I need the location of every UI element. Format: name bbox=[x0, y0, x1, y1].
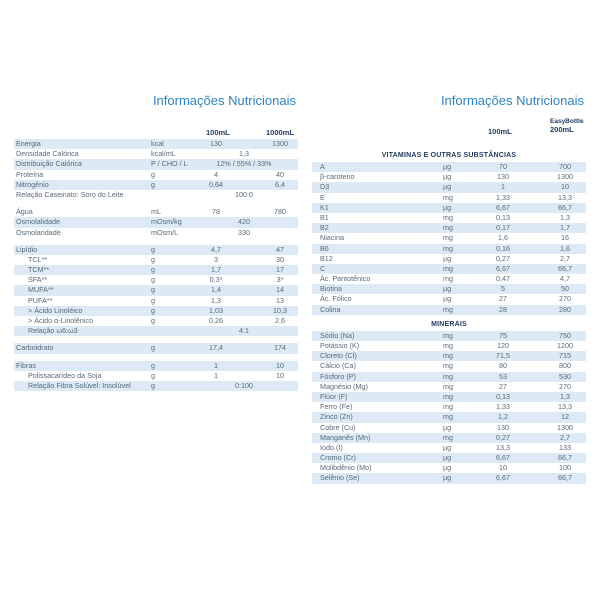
right-title: Informações Nutricionais bbox=[440, 93, 584, 108]
row-value-200ml: 280 bbox=[559, 304, 571, 314]
row-value-200ml: 2,7 bbox=[560, 253, 570, 263]
row-label: PUFA** bbox=[28, 295, 53, 305]
left-title: Informações Nutricionais bbox=[152, 93, 296, 108]
row-label: C bbox=[320, 263, 326, 273]
row-value-100ml: 130 bbox=[497, 172, 509, 182]
row-unit: g bbox=[151, 244, 155, 254]
row-value-200ml: 700 bbox=[559, 162, 571, 171]
row-label: Polissacarídeo da Soja bbox=[28, 370, 102, 380]
table-row bbox=[14, 139, 298, 149]
row-label: Relação ω6:ω3 bbox=[28, 326, 78, 336]
row-value: 4:1 bbox=[239, 326, 249, 336]
minerals-section-title: MINERAIS bbox=[431, 320, 467, 328]
row-unit: mg bbox=[443, 304, 453, 314]
row-label: > Ácido α-Linolênico bbox=[28, 316, 94, 325]
row-label: Densidade Calórica bbox=[16, 149, 79, 159]
row-value-100ml: 70 bbox=[499, 162, 507, 171]
table-row bbox=[312, 412, 586, 422]
row-value-100ml: 120 bbox=[497, 341, 509, 350]
row-value-1000ml: 2,6 bbox=[275, 316, 285, 325]
row-unit: kcal bbox=[151, 139, 164, 148]
row-value-200ml: 1300 bbox=[557, 172, 573, 182]
table-row bbox=[312, 264, 586, 274]
row-label: Cromo (Cr) bbox=[320, 453, 356, 463]
row-unit: g bbox=[151, 295, 155, 305]
table-row bbox=[14, 285, 298, 295]
row-value-200ml: 50 bbox=[561, 284, 569, 294]
table-row bbox=[14, 381, 298, 391]
row-label: Carboidrato bbox=[16, 343, 54, 353]
row-label: TCL** bbox=[28, 254, 48, 264]
row-unit: µg bbox=[443, 463, 452, 473]
row-value-1000ml: 13 bbox=[276, 295, 284, 305]
row-unit: mg bbox=[443, 192, 453, 202]
row-label: Relação Fibra Solúvel: Insolúvel bbox=[28, 380, 131, 390]
row-unit: µg bbox=[443, 294, 452, 304]
row-label: Iodo (I) bbox=[320, 442, 343, 452]
row-unit: mg bbox=[443, 361, 453, 371]
vitamins-section-title: VITAMINAS E OUTRAS SUBSTÂNCIAS bbox=[381, 152, 517, 159]
row-label: Ác. Pantotênico bbox=[320, 274, 371, 284]
row-label: Proteína bbox=[16, 169, 44, 179]
row-label: Flúor (F) bbox=[320, 391, 348, 401]
row-value-200ml: 4,7 bbox=[560, 274, 570, 284]
table-row bbox=[312, 294, 586, 304]
row-value-100ml: 1,2 bbox=[498, 412, 508, 422]
row-value: 330 bbox=[238, 227, 250, 237]
row-label: β-caroteno bbox=[320, 172, 355, 182]
row-value-200ml: 1300 bbox=[557, 422, 573, 432]
row-value-100ml: 80 bbox=[499, 361, 507, 371]
row-value-100ml: 0,26 bbox=[209, 316, 223, 325]
row-value-200ml: 1,3 bbox=[560, 212, 570, 222]
row-value-100ml: 0,47 bbox=[496, 274, 510, 284]
row-label: Zinco (Zn) bbox=[320, 412, 353, 422]
table-row bbox=[312, 443, 586, 453]
row-value-1000ml: 40 bbox=[276, 169, 284, 179]
row-unit: g bbox=[151, 285, 155, 295]
row-unit: mg bbox=[443, 263, 453, 273]
table-row bbox=[14, 316, 298, 326]
table-row bbox=[14, 306, 298, 316]
table-row bbox=[14, 217, 298, 227]
table-row bbox=[312, 284, 586, 294]
row-value-100ml: 5 bbox=[501, 284, 505, 294]
row-value-1000ml: 6,4 bbox=[275, 179, 285, 189]
row-label: D3 bbox=[320, 182, 330, 192]
left-table-body bbox=[14, 139, 298, 391]
row-unit: µg bbox=[443, 422, 452, 432]
row-value-100ml: 0,17 bbox=[496, 223, 510, 233]
table-row bbox=[14, 207, 298, 217]
row-unit: mg bbox=[443, 212, 453, 222]
row-value-200ml: 1,7 bbox=[560, 223, 570, 233]
table-row bbox=[14, 275, 298, 285]
row-value-100ml: 1,03 bbox=[209, 305, 223, 315]
row-unit: g bbox=[151, 265, 155, 275]
row-label: Fósforo (P) bbox=[320, 371, 356, 381]
row-value-200ml: 13,3 bbox=[558, 192, 572, 202]
row-unit: µg bbox=[443, 442, 452, 452]
row-unit: µg bbox=[443, 284, 452, 294]
row-label: Osmolaridade bbox=[16, 227, 61, 237]
table-row bbox=[312, 193, 586, 203]
row-unit: mg bbox=[443, 330, 453, 340]
row-value-200ml: 1,3 bbox=[560, 391, 570, 401]
row-value-100ml: 0,3* bbox=[209, 275, 223, 285]
row-unit: g bbox=[151, 360, 155, 370]
row-value-100ml: 75 bbox=[499, 330, 507, 340]
row-value: 100:0 bbox=[235, 189, 253, 199]
row-value-100ml: 0,64 bbox=[209, 179, 223, 189]
row-value: 1,3 bbox=[239, 149, 249, 159]
table-row bbox=[14, 180, 298, 190]
table-row bbox=[312, 341, 586, 351]
row-value-100ml: 130 bbox=[210, 139, 222, 148]
row-unit: mL bbox=[151, 207, 161, 217]
row-value-100ml: 1,33 bbox=[496, 402, 510, 412]
table-row bbox=[312, 244, 586, 254]
table-row bbox=[14, 371, 298, 381]
row-label: MUFA** bbox=[28, 285, 54, 295]
table-row bbox=[312, 382, 586, 392]
row-unit: mg bbox=[443, 371, 453, 381]
row-value-100ml: 0,13 bbox=[496, 212, 510, 222]
table-row bbox=[312, 331, 586, 341]
row-label: Ferro (Fe) bbox=[320, 402, 353, 412]
table-row bbox=[312, 453, 586, 463]
table-row bbox=[14, 190, 298, 200]
row-value-100ml: 0,13 bbox=[496, 391, 510, 401]
row-value-1000ml: 17 bbox=[276, 265, 284, 275]
table-row bbox=[14, 245, 298, 255]
row-value-100ml: 1,4 bbox=[211, 285, 221, 295]
row-label: E bbox=[320, 192, 325, 202]
table-row bbox=[14, 159, 298, 169]
right-header-100ml: 100mL bbox=[488, 127, 512, 136]
row-value-200ml: 100 bbox=[559, 463, 571, 473]
row-unit: g bbox=[151, 179, 155, 189]
table-row bbox=[312, 233, 586, 243]
table-row bbox=[312, 423, 586, 433]
row-unit: g bbox=[151, 305, 155, 315]
row-value-100ml: 10 bbox=[499, 463, 507, 473]
table-row bbox=[312, 473, 586, 483]
table-row bbox=[312, 305, 586, 315]
table-row bbox=[14, 326, 298, 336]
table-row bbox=[14, 265, 298, 275]
row-value-200ml: 66,7 bbox=[558, 453, 572, 463]
row-label: Energia bbox=[16, 139, 41, 148]
row-label: Fibras bbox=[16, 360, 36, 370]
row-value-100ml: 0,27 bbox=[496, 432, 510, 442]
row-unit: mg bbox=[443, 391, 453, 401]
row-value-100ml: 53 bbox=[499, 371, 507, 381]
row-label: Selênio (Se) bbox=[320, 473, 360, 483]
row-value-200ml: 750 bbox=[559, 330, 571, 340]
table-row bbox=[14, 228, 298, 238]
row-label: Colina bbox=[320, 304, 341, 314]
row-label: Água bbox=[16, 207, 33, 217]
row-unit: g bbox=[151, 254, 155, 264]
row-value-200ml: 66,7 bbox=[558, 473, 572, 483]
row-label: Distribuição Calórica bbox=[16, 159, 82, 169]
row-label: Biotina bbox=[320, 284, 342, 294]
row-value-100ml: 1 bbox=[214, 370, 218, 380]
left-header-1000ml: 1000mL bbox=[266, 128, 294, 137]
row-label: Potássio (K) bbox=[320, 341, 360, 350]
row-value: 420 bbox=[238, 217, 250, 227]
row-value-1000ml: 174 bbox=[274, 343, 286, 353]
row-value-100ml: 0,27 bbox=[496, 253, 510, 263]
left-header-100ml: 100mL bbox=[206, 128, 230, 137]
row-label: B6 bbox=[320, 243, 329, 253]
row-label: Niacina bbox=[320, 233, 344, 243]
table-row bbox=[312, 223, 586, 233]
row-value-100ml: 4 bbox=[214, 169, 218, 179]
row-value-100ml: 6,67 bbox=[496, 473, 510, 483]
row-value-1000ml: 47 bbox=[276, 244, 284, 254]
table-row bbox=[312, 254, 586, 264]
row-value-100ml: 1 bbox=[214, 360, 218, 370]
row-value-200ml: 66,7 bbox=[558, 263, 572, 273]
row-unit: µg bbox=[443, 182, 452, 192]
row-unit: mOsm/kg bbox=[151, 217, 182, 227]
row-label: B1 bbox=[320, 212, 329, 222]
row-value-100ml: 130 bbox=[497, 422, 509, 432]
row-label: B2 bbox=[320, 223, 329, 233]
row-value-100ml: 0,16 bbox=[496, 243, 510, 253]
row-label: Molibdênio (Mo) bbox=[320, 463, 372, 473]
row-unit: mg bbox=[443, 233, 453, 243]
table-row bbox=[14, 361, 298, 371]
row-unit: mg bbox=[443, 402, 453, 412]
row-unit: µg bbox=[443, 253, 452, 263]
table-row bbox=[312, 361, 586, 371]
row-value-200ml: 270 bbox=[559, 294, 571, 304]
row-unit: mg bbox=[443, 223, 453, 233]
row-value-100ml: 1 bbox=[501, 182, 505, 192]
row-label: A bbox=[320, 162, 325, 171]
table-row bbox=[14, 149, 298, 159]
row-value-100ml: 28 bbox=[499, 304, 507, 314]
table-row bbox=[312, 463, 586, 473]
row-label: Ác. Fólico bbox=[320, 294, 352, 304]
row-unit: g bbox=[151, 370, 155, 380]
right-header-easybottle: EasyBottle bbox=[550, 118, 584, 125]
table-row bbox=[312, 182, 586, 192]
row-gap bbox=[14, 336, 298, 343]
row-label: Sódio (Na) bbox=[320, 330, 355, 340]
right-table-body bbox=[312, 150, 586, 484]
row-unit: g bbox=[151, 380, 155, 390]
row-value-100ml: 27 bbox=[499, 381, 507, 391]
row-value: 0:100 bbox=[235, 380, 253, 390]
row-unit: µg bbox=[443, 172, 452, 182]
row-value-100ml: 1,33 bbox=[496, 192, 510, 202]
table-row bbox=[312, 402, 586, 412]
nutrition-table-left bbox=[14, 0, 298, 600]
row-unit: g bbox=[151, 275, 155, 285]
row-unit: mg bbox=[443, 412, 453, 422]
row-unit: µg bbox=[443, 453, 452, 463]
right-header-200ml: 200mL bbox=[550, 125, 574, 134]
row-value-200ml: 715 bbox=[559, 351, 571, 361]
row-value-200ml: 1200 bbox=[557, 341, 573, 350]
row-value-100ml: 3 bbox=[214, 254, 218, 264]
row-value-200ml: 16 bbox=[561, 233, 569, 243]
table-row bbox=[312, 203, 586, 213]
row-label: SFA** bbox=[28, 275, 48, 285]
row-label: Nitrogênio bbox=[16, 179, 49, 189]
table-row bbox=[312, 162, 586, 172]
row-label: Cloreto (Cl) bbox=[320, 351, 357, 361]
row-label: Osmolalidade bbox=[16, 217, 60, 227]
row-gap bbox=[14, 354, 298, 361]
table-row bbox=[312, 392, 586, 402]
row-value-1000ml: 10 bbox=[276, 360, 284, 370]
row-value-200ml: 13,3 bbox=[558, 402, 572, 412]
row-value-100ml: 78 bbox=[212, 207, 220, 217]
row-value-100ml: 6,67 bbox=[496, 202, 510, 212]
row-value-200ml: 133 bbox=[559, 442, 571, 452]
table-row bbox=[14, 255, 298, 265]
row-value-100ml: 1,3 bbox=[211, 295, 221, 305]
row-value-1000ml: 10 bbox=[276, 370, 284, 380]
table-row bbox=[312, 172, 586, 182]
table-row bbox=[312, 213, 586, 223]
row-label: Cobre (Cu) bbox=[320, 422, 356, 432]
row-value-100ml: 4,7 bbox=[211, 244, 221, 254]
row-label: Lipídio bbox=[16, 244, 38, 254]
row-value-1000ml: 30 bbox=[276, 254, 284, 264]
row-value-1000ml: 780 bbox=[274, 207, 286, 217]
row-unit: µg bbox=[443, 162, 452, 171]
row-unit: mOsm/L bbox=[151, 227, 179, 237]
row-unit: g bbox=[151, 343, 155, 353]
table-row bbox=[14, 296, 298, 306]
row-unit: µg bbox=[443, 473, 452, 483]
row-label: K1 bbox=[320, 202, 329, 212]
row-unit: kcal/mL bbox=[151, 149, 176, 159]
row-value-100ml: 27 bbox=[499, 294, 507, 304]
row-value-200ml: 530 bbox=[559, 371, 571, 381]
row-value-200ml: 270 bbox=[559, 381, 571, 391]
row-value-200ml: 800 bbox=[559, 361, 571, 371]
row-label: TCM** bbox=[28, 265, 50, 275]
row-value-100ml: 71,5 bbox=[496, 351, 510, 361]
row-unit: mg bbox=[443, 432, 453, 442]
row-unit: µg bbox=[443, 202, 452, 212]
row-value-200ml: 2,7 bbox=[560, 432, 570, 442]
row-gap bbox=[14, 200, 298, 207]
row-value-1000ml: 3* bbox=[276, 275, 284, 285]
row-value-1000ml: 14 bbox=[276, 285, 284, 295]
row-label: Relação Caseinato: Soro do Leite bbox=[16, 189, 124, 199]
row-unit: mg bbox=[443, 381, 453, 391]
row-value: 12% / 55% / 33% bbox=[216, 159, 272, 169]
row-value-100ml: 13,3 bbox=[496, 442, 510, 452]
row-label: Manganês (Mn) bbox=[320, 432, 371, 442]
row-value-200ml: 12 bbox=[561, 412, 569, 422]
table-row bbox=[312, 351, 586, 361]
row-value-200ml: 10 bbox=[561, 182, 569, 192]
nutrition-table-right bbox=[312, 0, 586, 600]
table-row bbox=[14, 343, 298, 353]
table-row bbox=[14, 170, 298, 180]
row-unit: mg bbox=[443, 341, 453, 350]
row-value-1000ml: 1300 bbox=[272, 139, 288, 148]
row-value-200ml: 66,7 bbox=[558, 202, 572, 212]
table-row bbox=[312, 274, 586, 284]
row-value-100ml: 1,6 bbox=[498, 233, 508, 243]
table-row bbox=[312, 372, 586, 382]
row-label: Cálcio (Ca) bbox=[320, 361, 356, 371]
row-value-100ml: 1,7 bbox=[211, 265, 221, 275]
row-value-100ml: 6,67 bbox=[496, 453, 510, 463]
row-unit: g bbox=[151, 316, 155, 325]
row-unit: mg bbox=[443, 351, 453, 361]
row-gap bbox=[14, 238, 298, 245]
row-value-100ml: 6,67 bbox=[496, 263, 510, 273]
row-value-100ml: 17,4 bbox=[209, 343, 223, 353]
row-unit: g bbox=[151, 169, 155, 179]
row-unit: mg bbox=[443, 274, 453, 284]
row-value-200ml: 1,6 bbox=[560, 243, 570, 253]
row-label: Magnésio (Mg) bbox=[320, 381, 368, 391]
row-label: > Ácido Linoléico bbox=[28, 305, 83, 315]
row-label: B12 bbox=[320, 253, 333, 263]
row-value-1000ml: 10,3 bbox=[273, 305, 287, 315]
table-row bbox=[312, 433, 586, 443]
row-unit: P / CHO / L bbox=[151, 159, 188, 169]
row-unit: mg bbox=[443, 243, 453, 253]
